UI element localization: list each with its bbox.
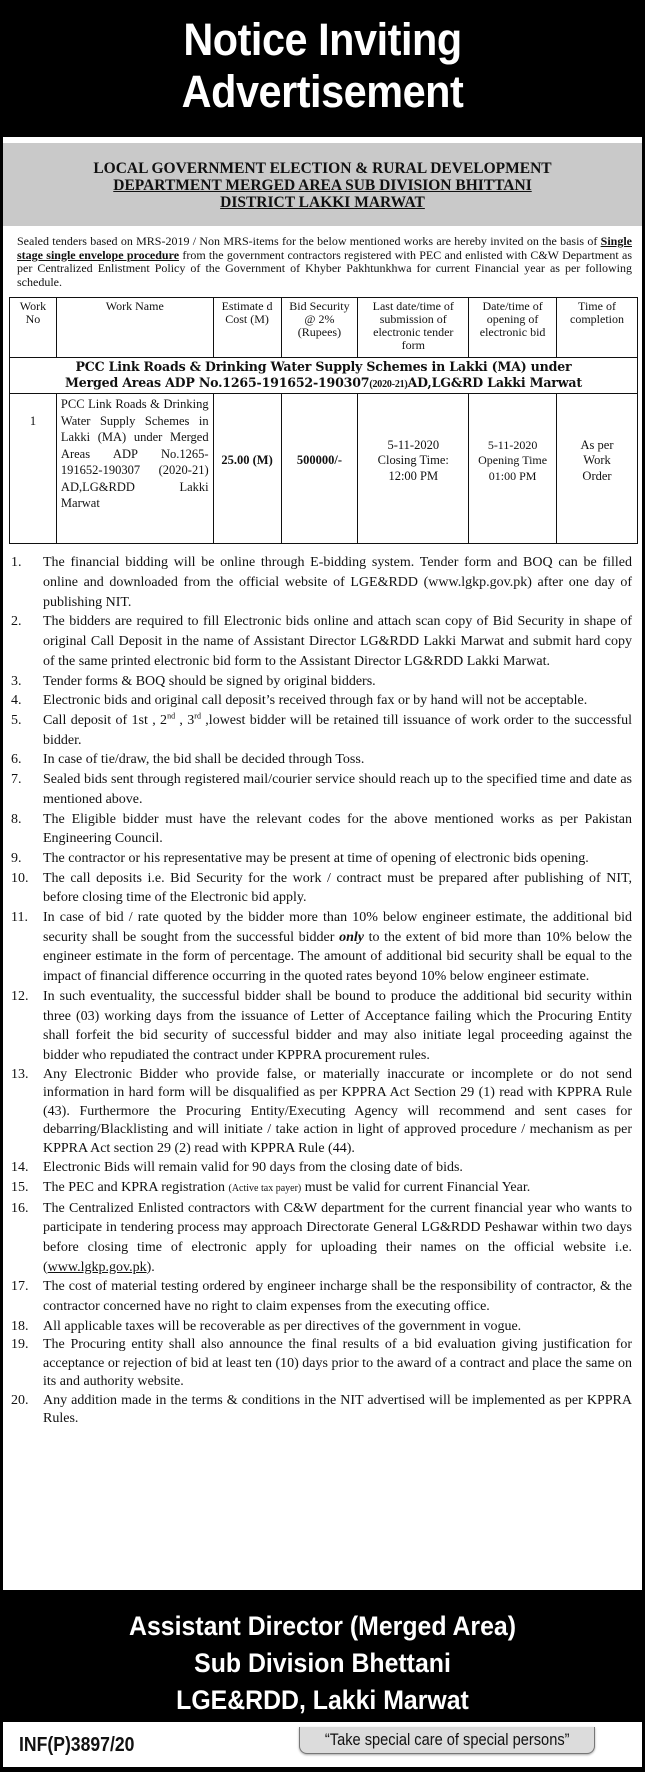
table-header-row [10,298,638,358]
terms-and-conditions-list [3,544,642,1429]
term-item [11,1336,632,1392]
slogan-tab [299,1727,595,1754]
term-emphasis: only [339,929,364,945]
term-text: Call deposit of 1st , 2 [43,713,168,728]
completion-line-2: Work [583,453,611,468]
term-text: Sealed bids sent through registered mail/courier service should reach up to the specified time and date as mentioned above. [43,772,632,807]
submission-time: 12:00 PM [388,468,439,483]
term-number: 13. [11,1066,29,1082]
notice-body [3,137,642,1590]
term-item [11,1066,632,1159]
term-item [11,1199,632,1278]
opening-time: 01:00 PM [488,468,537,483]
signature-block [0,1596,645,1722]
term-note: (Active tax payer) [228,1182,302,1194]
term-number: 2. [11,614,22,630]
intro-procedure-emphasis: Single stage single envelope procedure [17,234,632,262]
submission-date: 5-11-2020 [387,437,440,452]
term-item [11,908,632,987]
term-text: Any addition made in the terms & conditions in the NIT advertised will be implemented as per KPPRA Rules. [43,1392,632,1427]
term-item [11,1158,632,1178]
signature-line-2: Sub Division Bhettani [194,1648,451,1678]
completion-line-3: Order [582,468,612,483]
completion-line-1: As per [580,437,614,452]
term-number: 10. [11,870,29,886]
header-work-no: Work No [10,298,57,358]
group-title-line-2c: AD,LG&RD Lakki Marwat [407,375,582,391]
term-number: 14. [11,1160,29,1176]
header-bid-security: Bid Security @ 2% (Rupees) [281,298,358,358]
inf-reference-number: INF(P)3897/20 [19,1734,135,1756]
submission-time-label: Closing Time: [377,453,449,468]
opening-time-label: Opening Time [478,453,548,468]
signature-line-3: LGE&RDD, Lakki Marwat [176,1685,469,1715]
term-number: 7. [11,772,22,788]
term-number: 15. [11,1179,29,1195]
term-text: Electronic bids and original call deposit’s received through fax or by hand will not be acceptable. [43,693,588,709]
cell-completion-time [557,394,638,544]
term-number: 1. [11,555,22,571]
term-text: The call deposits i.e. Bid Security for the work / contract must be prepared after publishing of NIT, before closing time of the Electronic bid apply. [43,870,632,906]
footer-strip [3,1722,642,1767]
opening-date: 5-11-2020 [487,437,538,452]
term-text: Electronic Bids will remain valid for 90 days from the closing date of bids. [43,1160,463,1176]
website-link[interactable]: www.lgkp.gov.pk [47,1259,147,1275]
group-title-line-2a: Merged Areas ADP No.1265-191652-190307 [65,375,370,391]
term-number: 6. [11,752,22,768]
term-item [11,1277,632,1316]
table-row [10,394,638,544]
term-number: 4. [11,693,22,709]
term-text: Any Electronic Bidder who provide false, or materially inaccurate or incomplete or do not send information in hard form will be disqualified as per KPPRA Act Section 29 (1) read with KPPRA Rule (43). Furthermore the Procuring Entity/Executing Agency will recommend and sent cases for debarring/Blacklisting and will initiate / take action in light of approved procedure / mechanism as per KPPRA Act section 29 (2) read with KPPRA Rule (44). [43,1066,632,1156]
department-line-3: DISTRICT LAKKI MARWAT [220,194,425,211]
term-number: 20. [11,1392,29,1408]
cell-submission-deadline [358,394,469,544]
term-text: ,lowest bidder will be retained till issuance of work order to the successful bidder. [43,713,632,748]
term-item [11,1392,632,1429]
term-number: 3. [11,673,22,689]
term-item [11,750,632,770]
term-text: The PEC and KPRA registration [43,1179,229,1195]
header-opening-datetime: Date/time of opening of electronic bid [469,298,557,358]
intro-paragraph [3,226,642,289]
term-number: 12. [11,988,29,1004]
term-item [11,672,632,692]
group-title-year: (2020-21) [369,379,408,391]
department-header [3,143,642,226]
intro-text-after: from the government contractors registered with PEC and enlisted with C&W Department as per Centralized Enlistment Policy of the Government of Khyber Pakhtunkhwa for current Financial year as per following schedule. [17,247,632,289]
term-text: All applicable taxes will be recoverable as per directives of the government in vogue. [43,1318,522,1334]
title-line-2: Advertisement [181,66,464,117]
cell-work-no: 1 [10,394,57,544]
term-number: 9. [11,850,22,866]
ordinal-suffix: rd [194,711,201,721]
term-item [11,711,632,750]
department-line-1: LOCAL GOVERNMENT ELECTION & RURAL DEVELOPMENT [93,160,552,177]
term-text: The Procuring entity shall also announce the final results of a bid evaluation giving justification for acceptance or rejection of bid at least ten (10) days prior to the award of a contract and place the same on its and authority website. [43,1337,632,1390]
term-text: The contractor or his representative may be present at time of opening of electronic bids opening. [43,850,589,866]
term-text: In case of bid / rate quoted by the bidder more than 10% below engineer estimate, the additional bid security shall be sought from the successful bidder [43,910,632,945]
term-item [11,849,632,869]
slogan-text: “Take special care of special persons” [324,1730,570,1749]
term-text: The financial bidding will be online through E-bidding system. Tender form and BOQ can be filled online and downloaded from the official website of LGE&RDD (www.lgkp.gov.pk) after one day of publishing NIT. [43,555,632,610]
term-item [11,1178,632,1199]
header-submission-deadline: Last date/time of submission of electronic tender form [358,298,469,358]
table-group-row [10,358,638,394]
header-work-name: Work Name [56,298,213,358]
cell-work-name: PCC Link Roads & Drinking Water Supply Schemes in Lakki (MA) under Merged Areas ADP No.1265-191652-190307 (2020-21) AD,LG&RDD Lakki Marwat [56,394,213,544]
scheme-group-title [10,358,638,394]
term-item [11,1317,632,1337]
term-text: The Eligible bidder must have the relevant codes for the above mentioned works as per Pakistan Engineering Council. [43,811,632,847]
term-text: The bidders are required to fill Electronic bids online and attach scan copy of Bid Security in shape of original Call Deposit in the name of Assistant Director LG&RDD Lakki Marwat and submit hard copy of the same printed electronic bid form to the Assistant Director LG&RDD Lakki Marwat. [43,614,632,669]
cell-estimated-cost [213,394,281,544]
estimated-cost-value: 25.00 (M) [221,453,273,468]
header-estimated-cost: Estimate d Cost (M) [213,298,281,358]
title-line-1: Notice Inviting [183,14,462,65]
term-text: must be valid for current Financial Year. [301,1179,531,1195]
term-number: 8. [11,811,22,827]
term-item [11,770,632,809]
term-text: , 3 [175,713,195,728]
term-text: The Centralized Enlisted contractors with C&W department for the current financial year who wants to participate in tendering process may approach Directorate General LG&RDD Peshawar within two days before closing time of electronic apply for uploading their names on the official website i.e. ( [43,1200,632,1275]
signature-line-1: Assistant Director (Merged Area) [129,1611,516,1641]
term-text: In case of tie/draw, the bid shall be decided through Toss. [43,752,365,768]
term-text: ). [146,1259,155,1275]
header-completion-time: Time of completion [557,298,638,358]
term-number: 17. [11,1279,29,1295]
department-line-2: DEPARTMENT MERGED AREA SUB DIVISION BHITTANI [113,177,532,194]
term-text: to the extent of bid more than 10% below the engineer estimate in the form of percentage. The amount of additional bid security shall be equal to the impact of financial difference occurring in the quoted rates beyond 10% below engineer estimate. [43,929,632,985]
term-text: Tender forms & BOQ should be signed by original bidders. [43,673,376,689]
term-number: 18. [11,1318,29,1334]
term-number: 16. [11,1200,29,1216]
term-text: In such eventuality, the successful bidder shall be bound to produce the additional bid security within three (03) working days from the issuance of Letter of Acceptance failing which the Procuring Entity shall forfeit the bid security of successful bidder and may also initiate legal proceeding against the bidder who repudiated the contract under KPPRA procurement rules. [43,988,632,1063]
term-number: 19. [11,1337,29,1353]
term-item [11,810,632,849]
cell-opening-datetime [469,394,557,544]
term-item [11,612,632,671]
term-text: The cost of material testing ordered by engineer incharge shall be the responsibility of contractor, & the contractor concerned have no right to claim expenses from the executing office. [43,1279,632,1315]
cell-bid-security [281,394,358,544]
ordinal-suffix: nd [167,711,176,721]
term-number: 5. [11,713,22,728]
bid-security-value: 500000/- [296,453,343,468]
works-schedule-table [9,297,638,544]
term-item [11,691,632,711]
term-number: 11. [11,910,28,926]
group-title-line-1: PCC Link Roads & Drinking Water Supply Schemes in Lakki (MA) under [75,359,572,375]
title-banner [26,0,619,137]
term-item [11,987,632,1066]
intro-text-before: Sealed tenders based on MRS-2019 / Non MRS-items for the below mentioned works are hereby invited on the basis of [17,234,601,248]
term-item [11,553,632,612]
term-item [11,869,632,908]
